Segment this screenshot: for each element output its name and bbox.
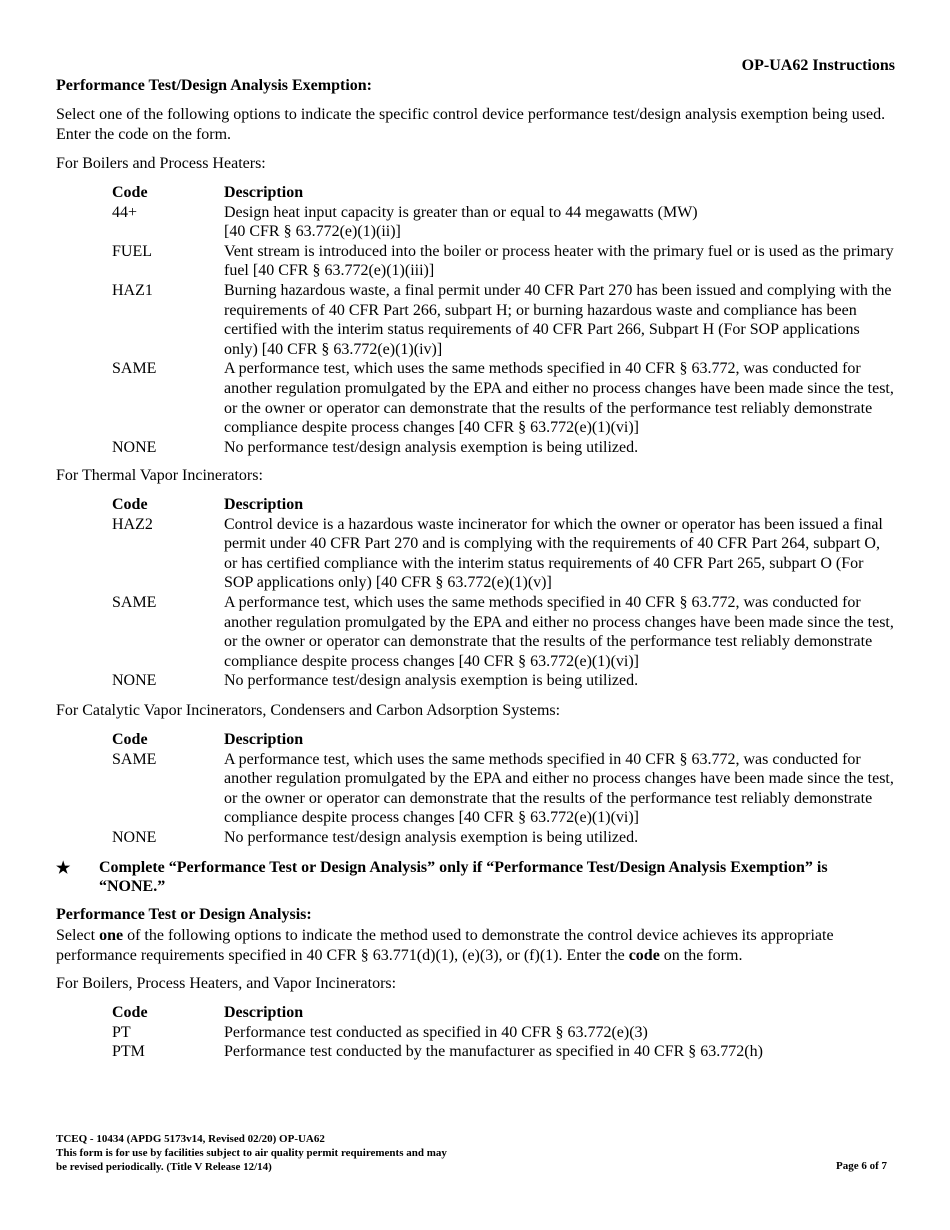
table-row [112, 1042, 896, 1062]
code-column-header: Code [112, 496, 148, 513]
footer-line-1: TCEQ - 10434 (APDG 5173v14, Revised 02/20) OP-UA62 [56, 1133, 325, 1145]
intro-part: Select [56, 927, 100, 944]
design-title: Performance Test or Design Analysis: [56, 906, 312, 923]
row-description: Vent stream is introduced into the boiler or process heater with the primary fuel or is used as the primary fuel [40 CFR § 63.772(e)(1)(iii)] [224, 242, 894, 280]
row-description: Control device is a hazardous waste incinerator for which the owner or operator has been issued a final permit under 40 CFR Part 270 and is complying with the requirements of 40 CFR Part 264, subpart O, or has certified compliance with the interim status requirements of 40 CFR Part 265, subpart O (For SOP applications only) [40 CFR § 63.772(e)(1)(v)] [224, 515, 883, 592]
row-code: NONE [112, 672, 157, 690]
table-row [112, 1023, 896, 1043]
row-description [224, 203, 896, 242]
table-header-row [112, 495, 896, 515]
design-intro [56, 926, 896, 966]
table-row [112, 438, 896, 458]
design-intro-text [56, 926, 896, 966]
intro-emphasis-one: one [99, 927, 124, 944]
exemption-intro [56, 105, 896, 145]
row-code: PT [112, 1023, 131, 1041]
table-row [112, 242, 896, 281]
row-code: HAZ1 [112, 281, 153, 299]
exemption-intro-text: Select one of the following options to indicate the specific control device performance test/design analysis exemption being used. Enter the code on the form. [56, 106, 886, 143]
row-description: No performance test/design analysis exemption is being utilized. [224, 828, 639, 846]
description-column-header: Description [224, 184, 304, 201]
row-description-line1: Design heat input capacity is greater than or equal to 44 megawatts (MW) [224, 203, 698, 221]
design-code-table [112, 1003, 896, 1062]
group-catalytic-label: For Catalytic Vapor Incinerators, Condensers and Carbon Adsorption Systems: [56, 702, 561, 719]
footer [56, 1132, 447, 1174]
table-header-row [112, 730, 896, 750]
table-row [112, 828, 896, 848]
table-row [112, 671, 896, 691]
page-number: Page 6 of 7 [835, 1160, 887, 1172]
row-code: 44+ [112, 203, 138, 221]
thermal-code-table [112, 495, 896, 691]
completion-note [56, 858, 896, 898]
table-row [112, 281, 896, 359]
row-description: No performance test/design analysis exemption is being utilized. [224, 672, 639, 690]
table-row [112, 750, 896, 828]
row-code: NONE [112, 438, 157, 456]
row-code: SAME [112, 360, 157, 378]
code-column-header: Code [112, 184, 148, 201]
description-column-header: Description [224, 496, 304, 513]
row-description: No performance test/design analysis exemption is being utilized. [224, 438, 639, 456]
exemption-title: Performance Test/Design Analysis Exemption: [56, 77, 372, 94]
group-design-label: For Boilers, Process Heaters, and Vapor Incinerators: [56, 975, 397, 992]
intro-part: of the following options to indicate the method used to demonstrate the control device achieves its appropriate performance requirements specified in 40 CFR § 63.771(d)(1), (e)(3), or (f)(1). Enter the [56, 927, 834, 964]
completion-note-text: Complete “Performance Test or Design Analysis” only if “Performance Test/Design Analysis Exemption” is “NONE.” [99, 859, 828, 895]
group-boilers-label: For Boilers and Process Heaters: [56, 155, 266, 172]
row-code: SAME [112, 593, 157, 611]
row-description: Performance test conducted as specified in 40 CFR § 63.772(e)(3) [224, 1023, 648, 1041]
row-description: A performance test, which uses the same methods specified in 40 CFR § 63.772, was conducted for another regulation promulgated by the EPA and either no process changes have been made since the test, or the owner or operator can demonstrate that the results of the performance test reliably demonstrate compliance despite process changes [40 CFR § 63.772(e)(1)(vi)] [224, 750, 894, 827]
footer-line-2: This form is for use by facilities subject to air quality permit requirements and may [56, 1147, 447, 1159]
document-header: OP-UA62 Instructions [741, 57, 895, 74]
code-column-header: Code [112, 731, 148, 748]
intro-emphasis-code: code [628, 947, 660, 964]
code-column-header: Code [112, 1004, 148, 1021]
table-row [112, 359, 896, 437]
row-description-line2: [40 CFR § 63.772(e)(1)(ii)] [224, 223, 401, 241]
row-code: HAZ2 [112, 515, 153, 533]
star-icon: ★ [56, 860, 71, 877]
table-row [112, 515, 896, 593]
catalytic-code-table [112, 730, 896, 848]
table-row [112, 593, 896, 671]
group-thermal-label: For Thermal Vapor Incinerators: [56, 467, 263, 484]
description-column-header: Description [224, 731, 304, 748]
row-code: FUEL [112, 242, 152, 260]
row-code: NONE [112, 828, 157, 846]
table-row [112, 203, 896, 242]
row-description: A performance test, which uses the same methods specified in 40 CFR § 63.772, was conducted for another regulation promulgated by the EPA and either no process changes have been made since the test, or the owner or operator can demonstrate that the results of the performance test reliably demonstrate compliance despite process changes [40 CFR § 63.772(e)(1)(vi)] [224, 593, 894, 670]
table-header-row [112, 183, 896, 203]
footer-line-3: be revised periodically. (Title V Release 12/14) [56, 1161, 272, 1173]
row-description: Burning hazardous waste, a final permit under 40 CFR Part 270 has been issued and complying with the requirements of 40 CFR Part 266, subpart H; or burning hazardous waste and compliance has been certified with the interim status requirements of 40 CFR Part 266, Subpart H (For SOP applications only) [40 CFR § 63.772(e)(1)(iv)] [224, 281, 892, 358]
row-code: SAME [112, 750, 157, 768]
row-description: Performance test conducted by the manufacturer as specified in 40 CFR § 63.772(h) [224, 1043, 763, 1061]
row-code: PTM [112, 1043, 145, 1061]
row-description: A performance test, which uses the same methods specified in 40 CFR § 63.772, was conducted for another regulation promulgated by the EPA and either no process changes have been made since the test, or the owner or operator can demonstrate that the results of the performance test reliably demonstrate compliance despite process changes [40 CFR § 63.772(e)(1)(vi)] [224, 360, 894, 437]
table-header-row [112, 1003, 896, 1023]
boilers-code-table [112, 183, 896, 457]
description-column-header: Description [224, 1004, 304, 1021]
intro-part: on the form. [659, 947, 743, 964]
